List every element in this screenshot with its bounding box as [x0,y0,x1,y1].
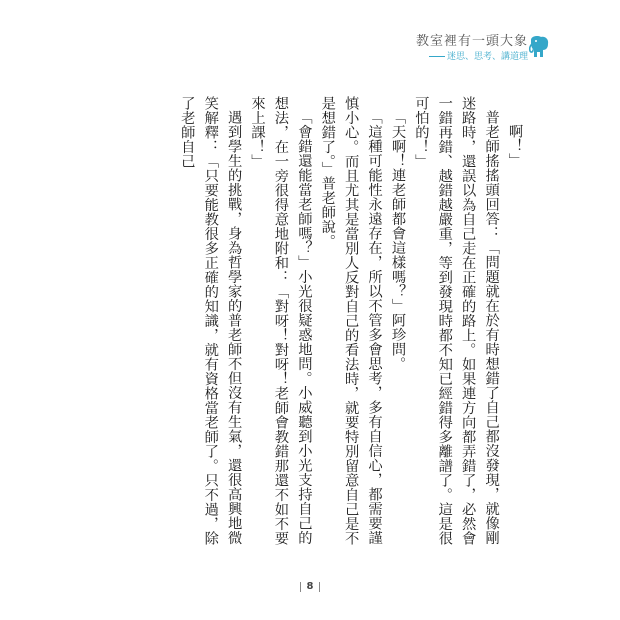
book-subtitle: 迷思、思考、講道理 [446,52,528,62]
book-title: 教室裡有一頭大象 [415,34,528,49]
running-header [416,34,528,64]
page-footer [0,581,620,593]
paragraph: 「這種可能性永遠存在，所以不管多會思考，多有自信心，都需要謹慎小心。而且尤其是當別人反對自己的看法時，就要特別留意自己是不是想錯了。」普老師說。 [319,96,383,546]
paragraph: 遇到學生的挑戰，身為哲學家的普老師不但沒有生氣，還很高興地微笑解釋：「只要能教很多正確的知識，就有資格當老師了。只不過，除了老師自己 [179,96,243,546]
footer-divider-left [300,582,301,592]
footer-divider-right [319,582,320,592]
paragraph: 啊！」 [507,124,523,168]
paragraph: 「會錯還能當老師嗎？」小光很疑惑地問。小威聽到小光支持自己的想法，在一旁很得意地附和：「對呀！對呀！老師會教錯那還不如不要來上課！」 [249,96,313,546]
page-number: 8 [306,581,314,592]
book-subtitle-row [416,51,528,64]
paragraph: 「天啊！連老師都會這樣嗎？」阿珍問。 [389,110,406,372]
paragraph: 普老師搖搖頭回答：「問題就在於有時想錯了自己都沒發現，就像剛迷路時，還誤以為自己走在正確的路上。如果連方向都弄錯了，必然會一錯再錯、越錯越嚴重，等到發現時都不知已經錯得多離譜了。這是很可怕的！」 [413,96,500,546]
subtitle-dash [429,56,445,58]
elephant-icon [528,34,550,60]
body-text [66,96,526,558]
